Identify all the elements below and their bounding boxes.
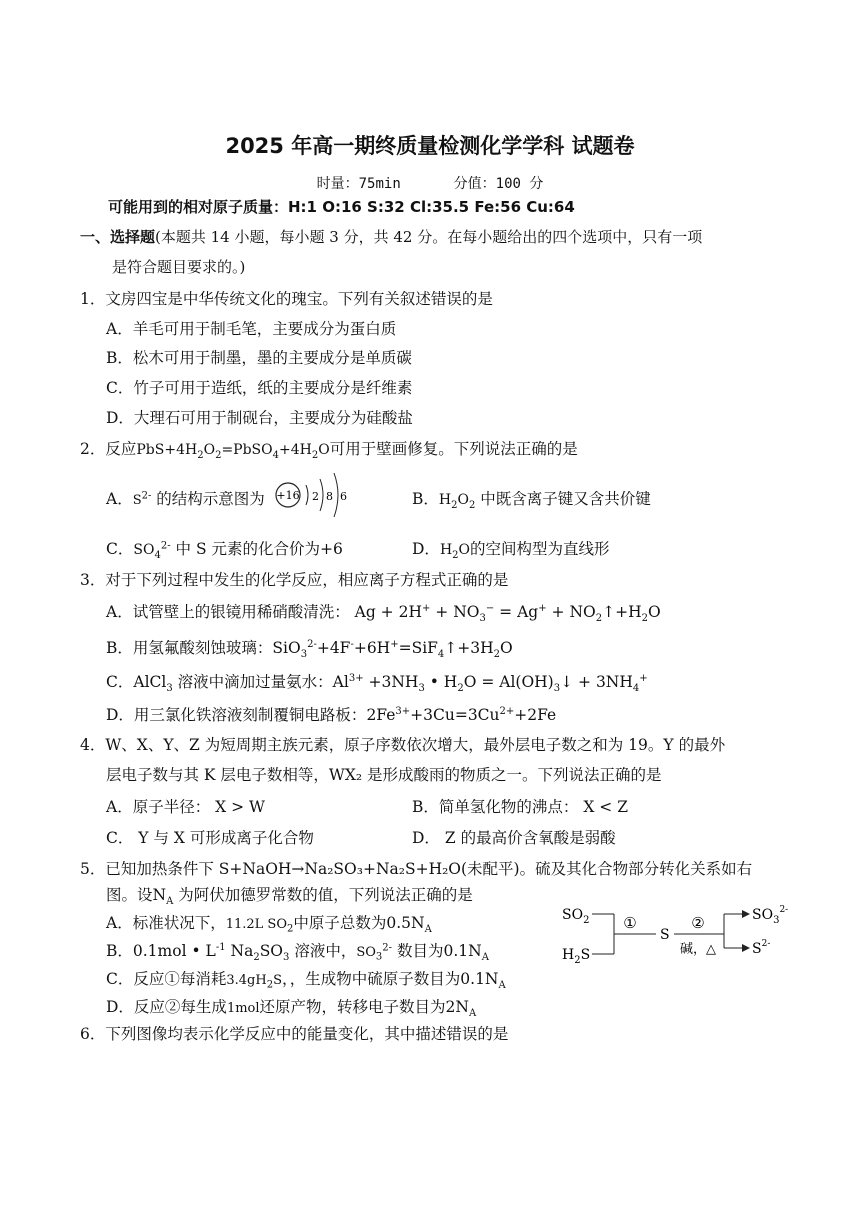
q5-option-d: D．反应②每生成1mol还原产物，转移电子数目为$2N_A$ [106, 998, 477, 1020]
exam-meta [0, 173, 860, 193]
q2-option-c: C．$SO_4^{2-}$ 中 S 元素的化合价为+6 [106, 540, 343, 561]
q2-option-a: A．$S^{2-}$ 的结构示意图为 [106, 490, 265, 508]
step-1-label: ① [623, 914, 637, 932]
q1-option-c: C．竹子可用于造纸，纸的主要成分是纤维素 [106, 379, 413, 397]
q4-stem-1: 4．W、X、Y、Z 为短周期主族元素，原子序数依次增大，最外层电子数之和为 19。Y 的最外 [80, 736, 726, 754]
q2-stem: 2．反应$PbS+4H_2O_2=PbSO_4+4H_2O$可用于壁画修复。下列说法正确的是 [80, 440, 578, 461]
q1-option-b: B．松木可用于制墨，墨的主要成分是单质碳 [106, 349, 412, 367]
shell-2-label: 8 [326, 490, 333, 503]
q3-option-c: C．AlCl$_3$ 溶液中滴加过量氨水：$Al^{3+} +3NH_3$ • $H_2O$ = $Al(OH)_3↓ + 3NH_4^+$ [106, 672, 648, 695]
q1-option-a: A．羊毛可用于制毛笔，主要成分为蛋白质 [106, 320, 397, 338]
q4-stem-2: 层电子数与其 K 层电子数相等，WX₂ 是形成酸雨的物质之一。下列说法正确的是 [106, 766, 662, 784]
shell-1-label: 2 [312, 490, 319, 503]
sulfur-conversion-diagram [558, 898, 798, 966]
q2-option-d: D．$H_2O$的空间构型为直线形 [412, 540, 610, 561]
step-2-label: ② [691, 914, 705, 932]
q3-stem: 3．对于下列过程中发生的化学反应，相应离子方程式正确的是 [80, 571, 509, 589]
section-desc: (本题共 14 小题，每小题 3 分，共 42 分。在每小题给出的四个选项中，只有一项 [155, 228, 703, 246]
section-label: 一、选择题 [80, 228, 156, 246]
atomic-masses: 可能用到的相对原子质量：H:1 O:16 S:32 Cl:35.5 Fe:56 Cu:64 [108, 198, 575, 216]
q3-option-d: D．用三氯化铁溶液刻制覆铜电路板：$2Fe^{3+}+3Cu=3Cu^{2+}+2Fe$ [106, 705, 557, 724]
q1-option-d: D．大理石可用于制砚台，主要成分为硅酸盐 [106, 409, 413, 427]
section-header [80, 226, 702, 247]
q4-option-c: C． Y 与 X 可形成离子化合物 [106, 829, 314, 847]
section-desc-2: 是符合题目要求的。) [112, 258, 246, 276]
q4-option-d: D． Z 的最高价含氧酸是弱酸 [412, 829, 616, 847]
q5-option-c: C．反应①每消耗$3.4gH_2S$，，生成物中硫原子数目为$0.1N_A$ [106, 970, 506, 992]
nucleus-label: +16 [276, 489, 300, 502]
condition-label: 碱，△ [680, 942, 716, 957]
q3-option-a: A．试管壁上的银镜用稀硝酸清洗： $Ag + 2H^+ + NO_3^- = Ag^+$ + $NO_2↑+H_2O$ [106, 602, 661, 625]
sulfide-label: $S^{2-}$ [752, 939, 771, 957]
sulfur-ion-structure-diagram [272, 466, 352, 526]
score: 分值：100 分 [453, 176, 544, 192]
q5-stem-2: 图。设$N_A$ 为阿伏加德罗常数的值，下列说法正确的是 [106, 886, 473, 908]
sulfur-label: S [660, 927, 670, 943]
q5-stem-1: 5．已知加热条件下 S+NaOH→Na₂SO₃+Na₂S+H₂O(未配平)。硫及其化合物部分转化关系如右 [80, 860, 753, 878]
q4-option-b: B．简单氢化物的沸点： X < Z [412, 798, 628, 816]
q3-option-b: B．用氢氟酸刻蚀玻璃：$SiO_3^{2-}+4F^-+6H^+=SiF_4↑+3H_2O$ [106, 638, 513, 661]
shell-3-label: 6 [340, 490, 347, 503]
q5-option-b: B．0.1mol • $L^{-1}$ $Na_2SO_3$ 溶液中，$SO_3^{2-}$ 数目为$0.1N_A$ [106, 941, 489, 964]
so2-label: $SO_2$ [562, 907, 590, 926]
q2-option-b: B．$H_2O_2$ 中既含离子键又含共价键 [412, 490, 651, 511]
page-title: 2025 年高一期终质量检测化学学科 试题卷 [225, 134, 635, 158]
q6-stem: 6．下列图像均表示化学反应中的能量变化，其中描述错误的是 [80, 1025, 509, 1043]
q5-option-a: A．标准状况下，11.2L $SO_2$中原子总数为$0.5N_A$ [106, 914, 432, 936]
q1-stem: 1．文房四宝是中华传统文化的瑰宝。下列有关叙述错误的是 [80, 290, 493, 308]
sulfite-label: $SO_3^{2-}$ [752, 905, 789, 926]
duration: 时量：75min [316, 176, 401, 192]
q4-option-a: A．原子半径： X > W [106, 798, 265, 816]
h2s-label: $H_2S$ [562, 947, 591, 966]
